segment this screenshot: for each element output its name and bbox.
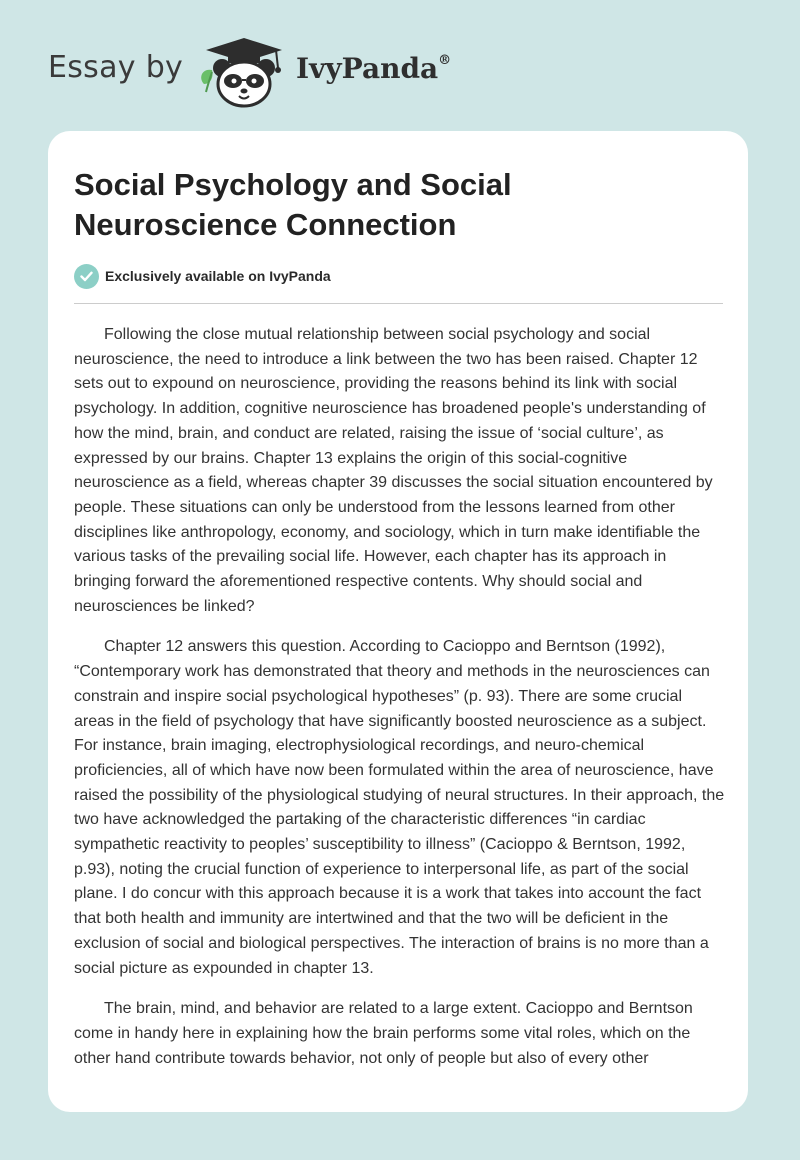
site-header [0, 0, 800, 120]
essay-by-label: Essay by [48, 50, 184, 85]
exclusive-label: Exclusively available on IvyPanda [105, 268, 331, 284]
divider [74, 303, 723, 304]
brand-name-text: IvyPanda [296, 52, 439, 85]
brand-name[interactable] [296, 52, 451, 85]
paragraph: The brain, mind, and behavior are related to a large extent. Cacioppo and Berntson come in handy here in explaining how the brain performs some vital roles, which on the other hand contribute towards behavior, not only of people but also of every other [74, 1000, 693, 1067]
check-circle-icon [74, 264, 99, 289]
paragraph: Following the close mutual relationship between social psychology and social neuroscience, the need to introduce a link between the two has been raised. Chapter 12 sets out to expound on neuroscience, providing the reasons behind its link with social psychology. In addition, cognitive neuroscience has broadened people's understanding of how the mind, brain, and conduct are related, raising the issue of ‘social culture’, as expressed by our brains. Chapter 13 explains the origin of this social-cognitive neuroscience as a field, whereas chapter 39 discusses the social situation encountered by people. These situations can only be understood from the lessons learned from other disciplines like anthropology, economy, and sociology, which in turn make identifiable the various tasks of the prevailing social life. However, each chapter has its approach in bringing forward the aforementioned respective contents. Why should social and neurosciences be linked? [74, 326, 713, 615]
exclusive-badge [74, 263, 331, 289]
essay-body [74, 323, 726, 1087]
paragraph: Chapter 12 answers this question. According to Cacioppo and Berntson (1992), “Contemporary work has demonstrated that theory and methods in the neurosciences can constrain and inspire social psychological hypotheses” (p. 93). There are some crucial areas in the field of psychology that have significantly boosted neuroscience as a subject. For instance, brain imaging, electrophysiological recordings, and neuro-chemical proficiencies, all of which have now been formulated within the area of neuroscience, have raised the possibility of the physiological studying of neural structures. In their approach, the two have acknowledged the partaking of the characteristic differences “in cardiac sympathetic reactivity to peoples’ susceptibility to illness” (Cacioppo & Berntson, 1992, p.93), noting the crucial function of experience to interpersonal life, as part of the social plane. I do concur with this approach because it is a work that takes into account the fact that both health and immunity are intertwined and that the two will be deficient in the exclusion of social and biological perspectives. The interaction of brains is no more than a social picture as expounded in chapter 13. [74, 638, 725, 977]
registered-mark: ® [438, 52, 452, 68]
essay-card [48, 131, 748, 1112]
page-title: Social Psychology and Social Neuroscience Connection [74, 167, 512, 242]
panda-logo-icon[interactable] [196, 34, 292, 110]
